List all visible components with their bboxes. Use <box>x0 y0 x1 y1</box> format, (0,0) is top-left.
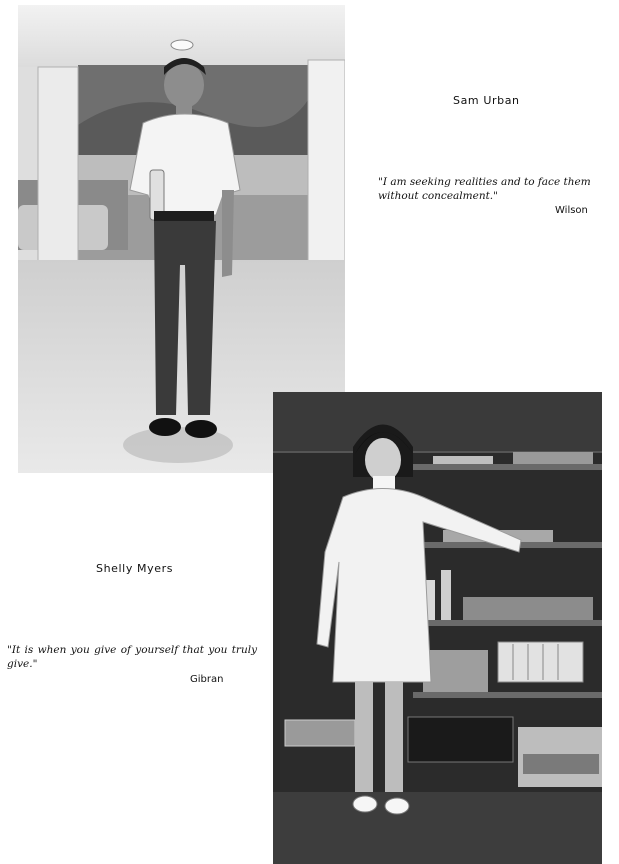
student-photo-bottom <box>273 392 602 864</box>
student-name-bottom: Shelly Myers <box>96 562 174 575</box>
quote-author-bottom: Gibran <box>190 674 224 685</box>
student-quote-top: "I am seeking realities and to face them without concealment." <box>378 176 591 202</box>
quote-author-top: Wilson <box>555 205 588 216</box>
student-name-top: Sam Urban <box>453 94 520 107</box>
portrait-photo-bookshelf <box>273 392 602 864</box>
student-quote-bottom: "It is when you give of yourself that you truly give." <box>7 644 257 670</box>
